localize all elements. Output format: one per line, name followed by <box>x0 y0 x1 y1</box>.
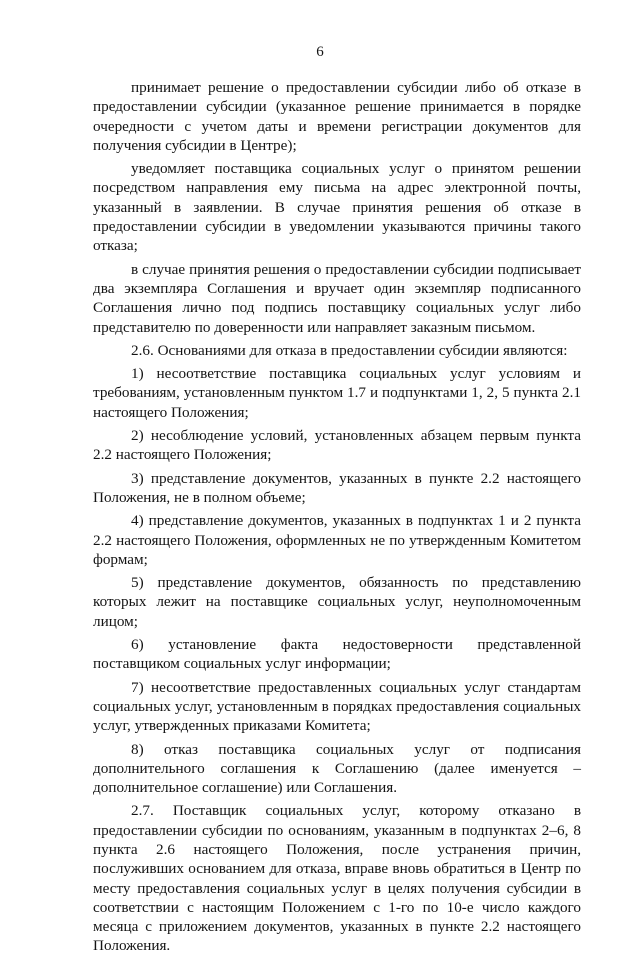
paragraph-notification: уведомляет поставщика социальных услуг о принятом решении посредством направления ему письма на адрес электронной почты, указанный в заявлении. В случае принятия решения об отказе в предоставлении субсидии в уведомлении указываются причины такого отказа; <box>93 160 581 255</box>
paragraph-refusal-3: 3) представление документов, указанных в пункте 2.2 настоящего Положения, не в полном объеме; <box>93 469 581 506</box>
paragraph-refusal-5: 5) представление документов, обязанность по представлению которых лежит на поставщике социальных услуг, неуполномоченным лицом; <box>93 574 581 630</box>
paragraph-refusal-2: 2) несоблюдение условий, установленных абзацем первым пункта 2.2 настоящего Положения; <box>93 427 581 464</box>
paragraph-refusal-8: 8) отказ поставщика социальных услуг от подписания дополнительного соглашения к Соглашению (далее именуется – дополнительное соглашение) или Соглашения. <box>93 740 581 797</box>
paragraph-2-6-heading: 2.6. Основаниями для отказа в предоставлении субсидии являются: <box>131 341 568 359</box>
page-number: 6 <box>316 44 324 60</box>
paragraph-decision: принимает решение о предоставлении субсидии либо об отказе в предоставлении субсидии (указанное решение принимается в порядке очередности с учетом даты и времени регистрации документов для получения субсидии в Центре); <box>93 79 581 154</box>
paragraph-refusal-6: 6) установление факта недостоверности представленной поставщиком социальных услуг информации; <box>93 636 581 673</box>
paragraph-refusal-7: 7) несоответствие предоставленных социальных услуг стандартам социальных услуг, установленным в порядках предоставления социальных услуг, утвержденных приказами Комитета; <box>93 678 581 735</box>
document-body <box>93 78 581 960</box>
paragraph-agreement: в случае принятия решения о предоставлении субсидии подписывает два экземпляра Соглашения и вручает один экземпляр подписанного Соглашения лично под подпись поставщику социальных услуг либо представителю по доверенности или направляет заказным письмом. <box>93 260 581 336</box>
paragraph-refusal-4: 4) представление документов, указанных в подпунктах 1 и 2 пункта 2.2 настоящего Положения, оформленных не по утвержденным Комитетом формам; <box>93 512 581 568</box>
paragraph-refusal-1: 1) несоответствие поставщика социальных услуг условиям и требованиям, установленным пунктом 1.7 и подпунктами 1, 2, 5 пункта 2.1 настоящего Положения; <box>93 365 581 421</box>
paragraph-2-7: 2.7. Поставщик социальных услуг, которому отказано в предоставлении субсидии по основаниям, указанным в подпунктах 2–6, 8 пункта 2.6 настоящего Положения, после устранения причин, послуживших основанием для отказа, вправе вновь обратиться в Центр по месту предоставления социальных услуг в целях получения субсидии в соответствии с настоящим Положением с 1-го по 10-е число каждого месяца с приложением документов, указанных в пункте 2.2 настоящего Положения. <box>93 802 581 955</box>
